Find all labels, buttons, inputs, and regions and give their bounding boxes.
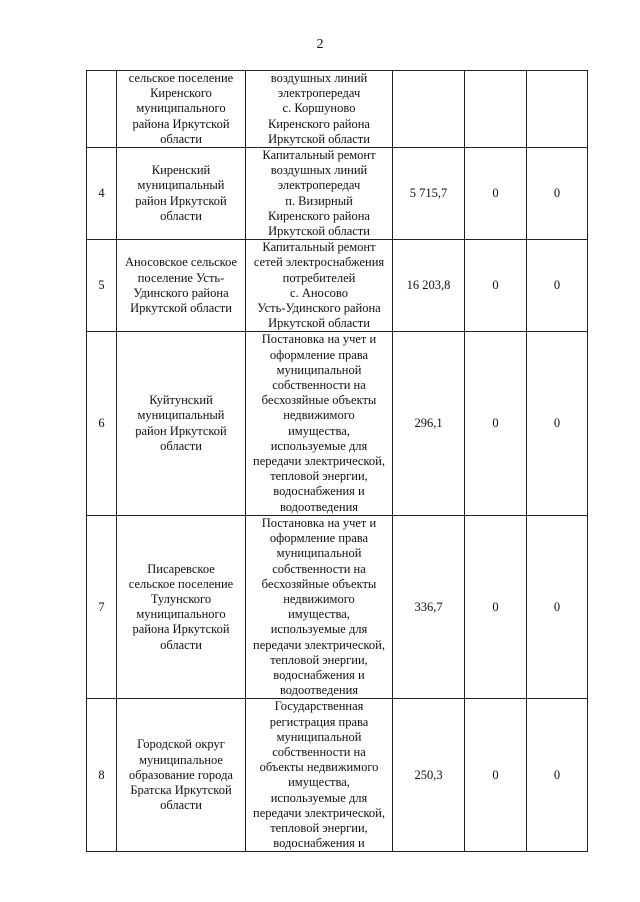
value-cell	[465, 71, 527, 148]
amount-cell: 336,7	[393, 515, 465, 698]
row-number: 8	[87, 699, 117, 852]
amount-cell: 5 715,7	[393, 148, 465, 240]
row-number	[87, 71, 117, 148]
amount-cell: 250,3	[393, 699, 465, 852]
page-number: 2	[316, 37, 324, 52]
value-cell: 0	[465, 515, 527, 698]
value-cell: 0	[465, 332, 527, 515]
activity-cell: Государственная регистрация права муниципальной собственности на объекты недвижимого имущества, используемые для передачи электрической, тепловой энергии, водоснабжения и	[246, 699, 393, 852]
table-row	[87, 699, 588, 852]
table-row	[87, 71, 588, 148]
activity-cell: воздушных линий электропередач с. Коршуново Киренского района Иркутской области	[246, 71, 393, 148]
value-cell: 0	[465, 240, 527, 332]
municipality-cell: Аносовское сельское поселение Усть- Удинского района Иркутской области	[117, 240, 246, 332]
value-cell: 0	[527, 332, 588, 515]
table-row	[87, 332, 588, 515]
municipality-cell: сельское поселение Киренского муниципального района Иркутской области	[117, 71, 246, 148]
municipality-cell: Киренский муниципальный район Иркутской области	[117, 148, 246, 240]
municipality-cell: Куйтунский муниципальный район Иркутской области	[117, 332, 246, 515]
activity-cell: Постановка на учет и оформление права муниципальной собственности на бесхозяйные объекты недвижимого имущества, используемые для передачи электрической, тепловой энергии, водоснабжения и водоотведения	[246, 332, 393, 515]
municipality-cell: Городской округ муниципальное образование города Братска Иркутской области	[117, 699, 246, 852]
activity-cell: Капитальный ремонт воздушных линий электропередач п. Визирный Киренского района Иркутской области	[246, 148, 393, 240]
activity-cell: Постановка на учет и оформление права муниципальной собственности на бесхозяйные объекты недвижимого имущества, используемые для передачи электрической, тепловой энергии, водоснабжения и водоотведения	[246, 515, 393, 698]
value-cell: 0	[465, 148, 527, 240]
table-row	[87, 515, 588, 698]
municipality-cell: Писаревское сельское поселение Тулунского муниципального района Иркутской области	[117, 515, 246, 698]
amount-cell: 16 203,8	[393, 240, 465, 332]
value-cell: 0	[527, 148, 588, 240]
value-cell	[527, 71, 588, 148]
data-table	[86, 70, 588, 852]
value-cell: 0	[527, 699, 588, 852]
row-number: 4	[87, 148, 117, 240]
amount-cell: 296,1	[393, 332, 465, 515]
value-cell: 0	[527, 240, 588, 332]
row-number: 5	[87, 240, 117, 332]
value-cell: 0	[527, 515, 588, 698]
amount-cell	[393, 71, 465, 148]
row-number: 7	[87, 515, 117, 698]
table-row	[87, 240, 588, 332]
row-number: 6	[87, 332, 117, 515]
table-row	[87, 148, 588, 240]
value-cell: 0	[465, 699, 527, 852]
activity-cell: Капитальный ремонт сетей электроснабжения потребителей с. Аносово Усть-Удинского района Иркутской области	[246, 240, 393, 332]
